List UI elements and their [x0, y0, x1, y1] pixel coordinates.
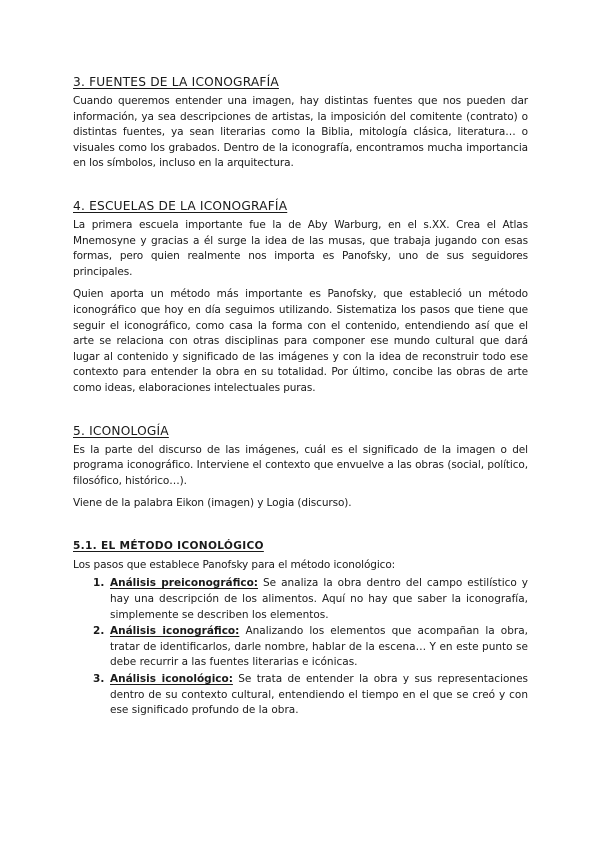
- step-text: Se trata de entender la obra y sus representaciones dentro de su contexto cultural, entendiendo el tiempo en el que se creó y con ese significado profundo de la obra.: [110, 673, 529, 717]
- paragraph: Es la parte del discurso de las imágenes, cuál es el significado de la imagen o del programa iconográfico. Interviene el contexto que envuelve a las obras (social, político, filosófico, histórico…).: [73, 443, 528, 487]
- section-heading: 5. ICONOLOGÍA: [73, 423, 169, 438]
- paragraph: Quien aporta un método más importante es Panofsky, que estableció un método iconográfico que hoy en día seguimos utilizando. Sistematiza los pasos que tiene que seguir el iconográfico, como casa la forma con el contenido, entendiendo así que el arte se relaciona con otras disciplinas para componer ese mundo cultural que dará lugar al contenido y significado de las imágenes y con la idea de reconstruir todo ese contexto para entender la obra en su totalidad. Por último, concibe las obras de arte como ideas, elaboraciones intelectuales puras.: [73, 288, 528, 394]
- subsection-heading: 5.1. EL MÉTODO ICONOLÓGICO: [73, 539, 264, 552]
- paragraph: Viene de la palabra Eikon (imagen) y Logia (discurso).: [73, 497, 352, 510]
- paragraph: Cuando queremos entender una imagen, hay distintas fuentes que nos pueden dar información, ya sea descripciones de artistas, la imposición del comitente (contrato) o distintas fuentes, ya sean literarias como la Biblia, mitología clásica, literatura… o visuales como los grabados. Dentro de la iconografía, encontramos mucha importancia en los símbolos, incluso en la arquitectura.: [73, 95, 528, 170]
- list-item: [108, 672, 528, 719]
- step-text: Se analiza la obra dentro del campo estilístico y hay una descripción de los alimentos. Aquí no hay que saber la iconografía, simplemente se describen los elementos.: [110, 577, 528, 621]
- step-term: Análisis preiconográfico:: [110, 577, 259, 590]
- subsection-metodo-iconologico: [73, 538, 528, 719]
- subsection-intro: Los pasos que establece Panofsky para el método iconológico:: [73, 558, 396, 571]
- section-heading: 3. FUENTES DE LA ICONOGRAFÍA: [73, 75, 279, 89]
- step-term: Análisis iconográfico:: [110, 625, 240, 638]
- step-term: Análisis iconológico:: [110, 673, 233, 686]
- section-iconologia: [73, 423, 528, 512]
- list-item: [108, 624, 528, 671]
- section-escuelas: [73, 198, 528, 397]
- steps-list: [73, 576, 528, 718]
- section-heading: 4. ESCUELAS DE LA ICONOGRAFÍA: [73, 198, 288, 213]
- step-text: Analizando los elementos que acompañan la obra, tratar de identificarlos, darle nombre, hablar de la escena… Y en este punto se debe recurrir a las fuentes literarias e icónicas.: [110, 625, 528, 669]
- list-item: [108, 576, 528, 623]
- paragraph: La primera escuela importante fue la de Aby Warburg, en el s.XX. Crea el Atlas Mnemosyne y gracias a él surge la idea de las musas, que trabaja jugando con esas formas, pero quien realmente nos importa es Panofsky, uno de sus seguidores principales.: [73, 218, 528, 278]
- section-fuentes: [73, 74, 528, 172]
